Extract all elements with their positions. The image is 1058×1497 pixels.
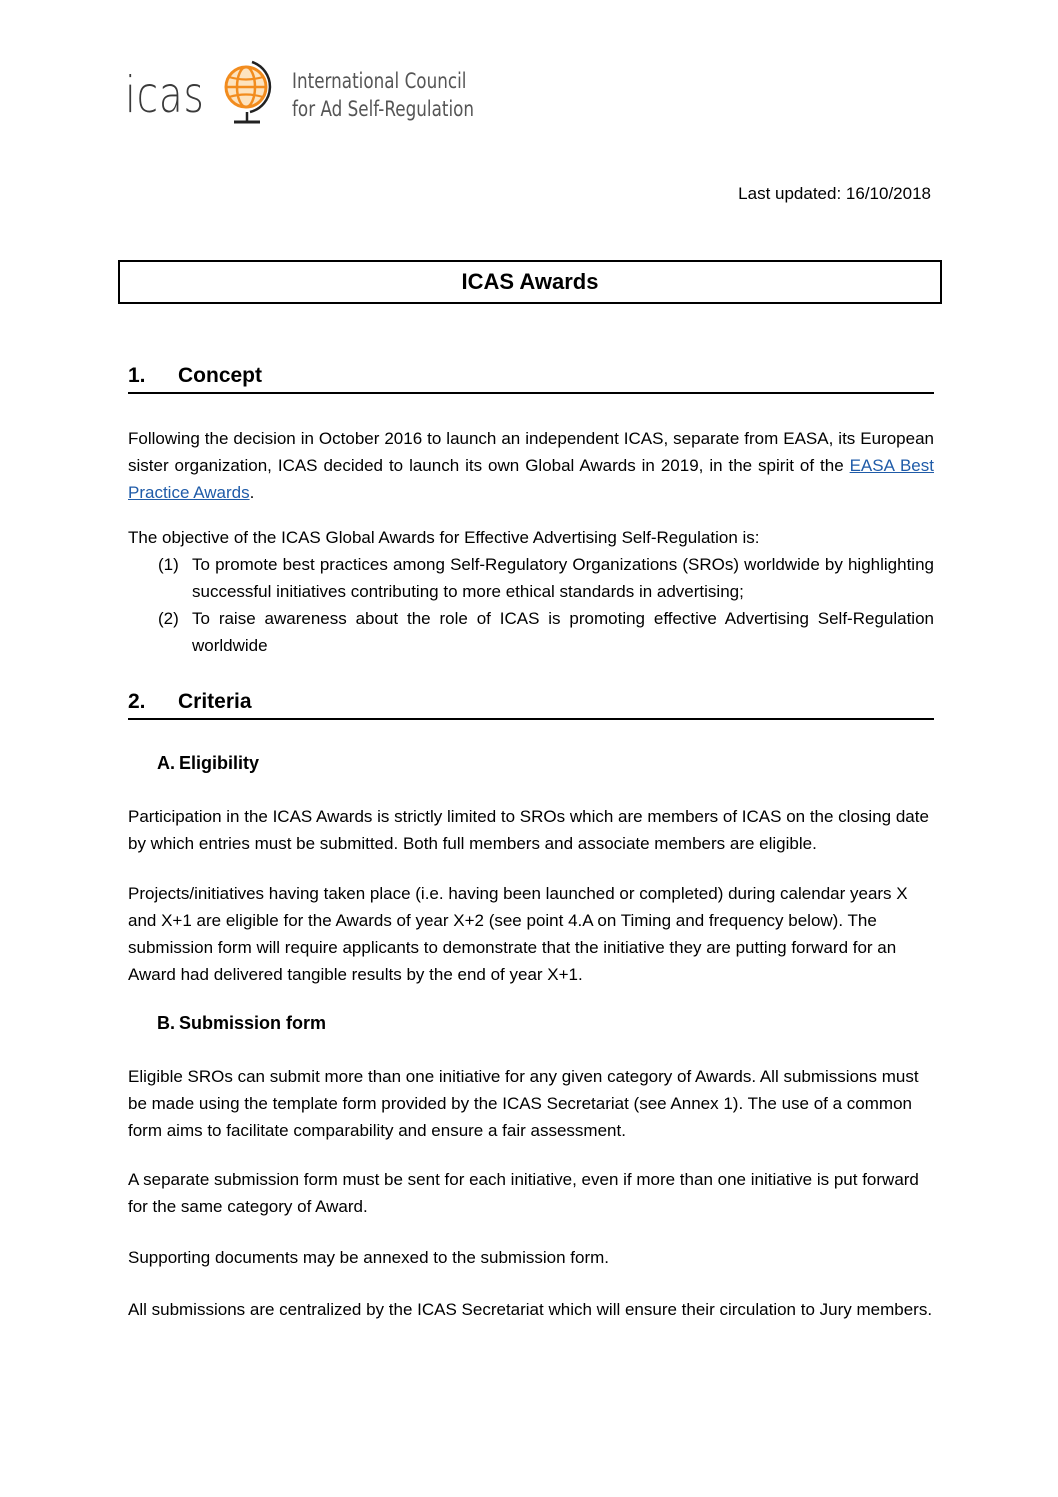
section-number: 1. [128,364,146,387]
submission-paragraph-2: A separate submission form must be sent for each initiative, even if more than one initiative is put forward for the same category of Award. [128,1170,919,1216]
intro-period: . [249,483,255,502]
list-marker: (1) [158,555,179,574]
section-heading-concept [128,364,934,394]
submission-paragraph-4: All submissions are centralized by the ICAS Secretariat which will ensure their circulation to Jury members. [128,1300,933,1319]
document-title: ICAS Awards [461,269,599,294]
objective-lead-paragraph: The objective of the ICAS Global Awards for Effective Advertising Self-Regulation is: [128,528,760,547]
submission-paragraph-3: Supporting documents may be annexed to the submission form. [128,1248,609,1267]
objective-item [158,605,934,659]
globe-icon [220,60,278,130]
objective-text: To promote best practices among Self-Regulatory Organizations (SROs) worldwide by highlighting successful initiatives contributing to more ethical standards in advertising; [192,555,934,601]
intro-text: Following the decision in October 2016 to launch an independent ICAS, separate from EASA, its European sister organization, ICAS decided to launch its own Global Awards in 2019, in the spirit of the [128,429,934,475]
section-number: 2. [128,690,146,713]
icas-logo [125,60,520,130]
eligibility-paragraph-2: Projects/initiatives having taken place (i.e. having been launched or completed) during calendar years X and X+1 are eligible for the Awards of year X+2 (see point 4.A on Timing and frequency below). The submission form will require applicants to demonstrate that the initiative they are putting forward for an Award had delivered tangible results by the end of year X+1. [128,884,908,984]
tagline-line-1: International Council [292,69,467,93]
concept-intro-paragraph [128,425,934,506]
subsection-title: Eligibility [179,753,260,773]
easa-best-practice-awards-link[interactable]: EASA Best Practice Awards [128,456,934,502]
subsection-heading-submission-form [157,1013,326,1034]
submission-paragraph-1: Eligible SROs can submit more than one initiative for any given category of Awards. All submissions must be made using the template form provided by the ICAS Secretariat (see Annex 1). The use of a common form aims to facilitate comparability and ensure a fair assessment. [128,1067,919,1140]
section-title: Concept [178,364,262,387]
subsection-letter: A. [157,753,175,773]
subsection-title: Submission form [179,1013,327,1033]
last-updated-date: Last updated: 16/10/2018 [738,184,931,203]
tagline-line-2: for Ad Self-Regulation [292,97,475,121]
eligibility-paragraph-1: Participation in the ICAS Awards is strictly limited to SROs which are members of ICAS on the closing date by which entries must be submitted. Both full members and associate members are eligible. [128,807,929,853]
objectives-list [158,551,934,659]
list-marker: (2) [158,609,179,628]
objective-text: To raise awareness about the role of ICAS is promoting effective Advertising Self-Regulation worldwide [192,609,934,655]
section-heading-criteria [128,690,934,720]
logo-tagline [292,67,474,123]
document-title-box [118,260,942,304]
subsection-letter: B. [157,1013,175,1033]
logo-wordmark: icas [125,66,205,124]
objective-item [158,551,934,605]
section-title: Criteria [178,690,252,713]
subsection-heading-eligibility [157,753,259,774]
